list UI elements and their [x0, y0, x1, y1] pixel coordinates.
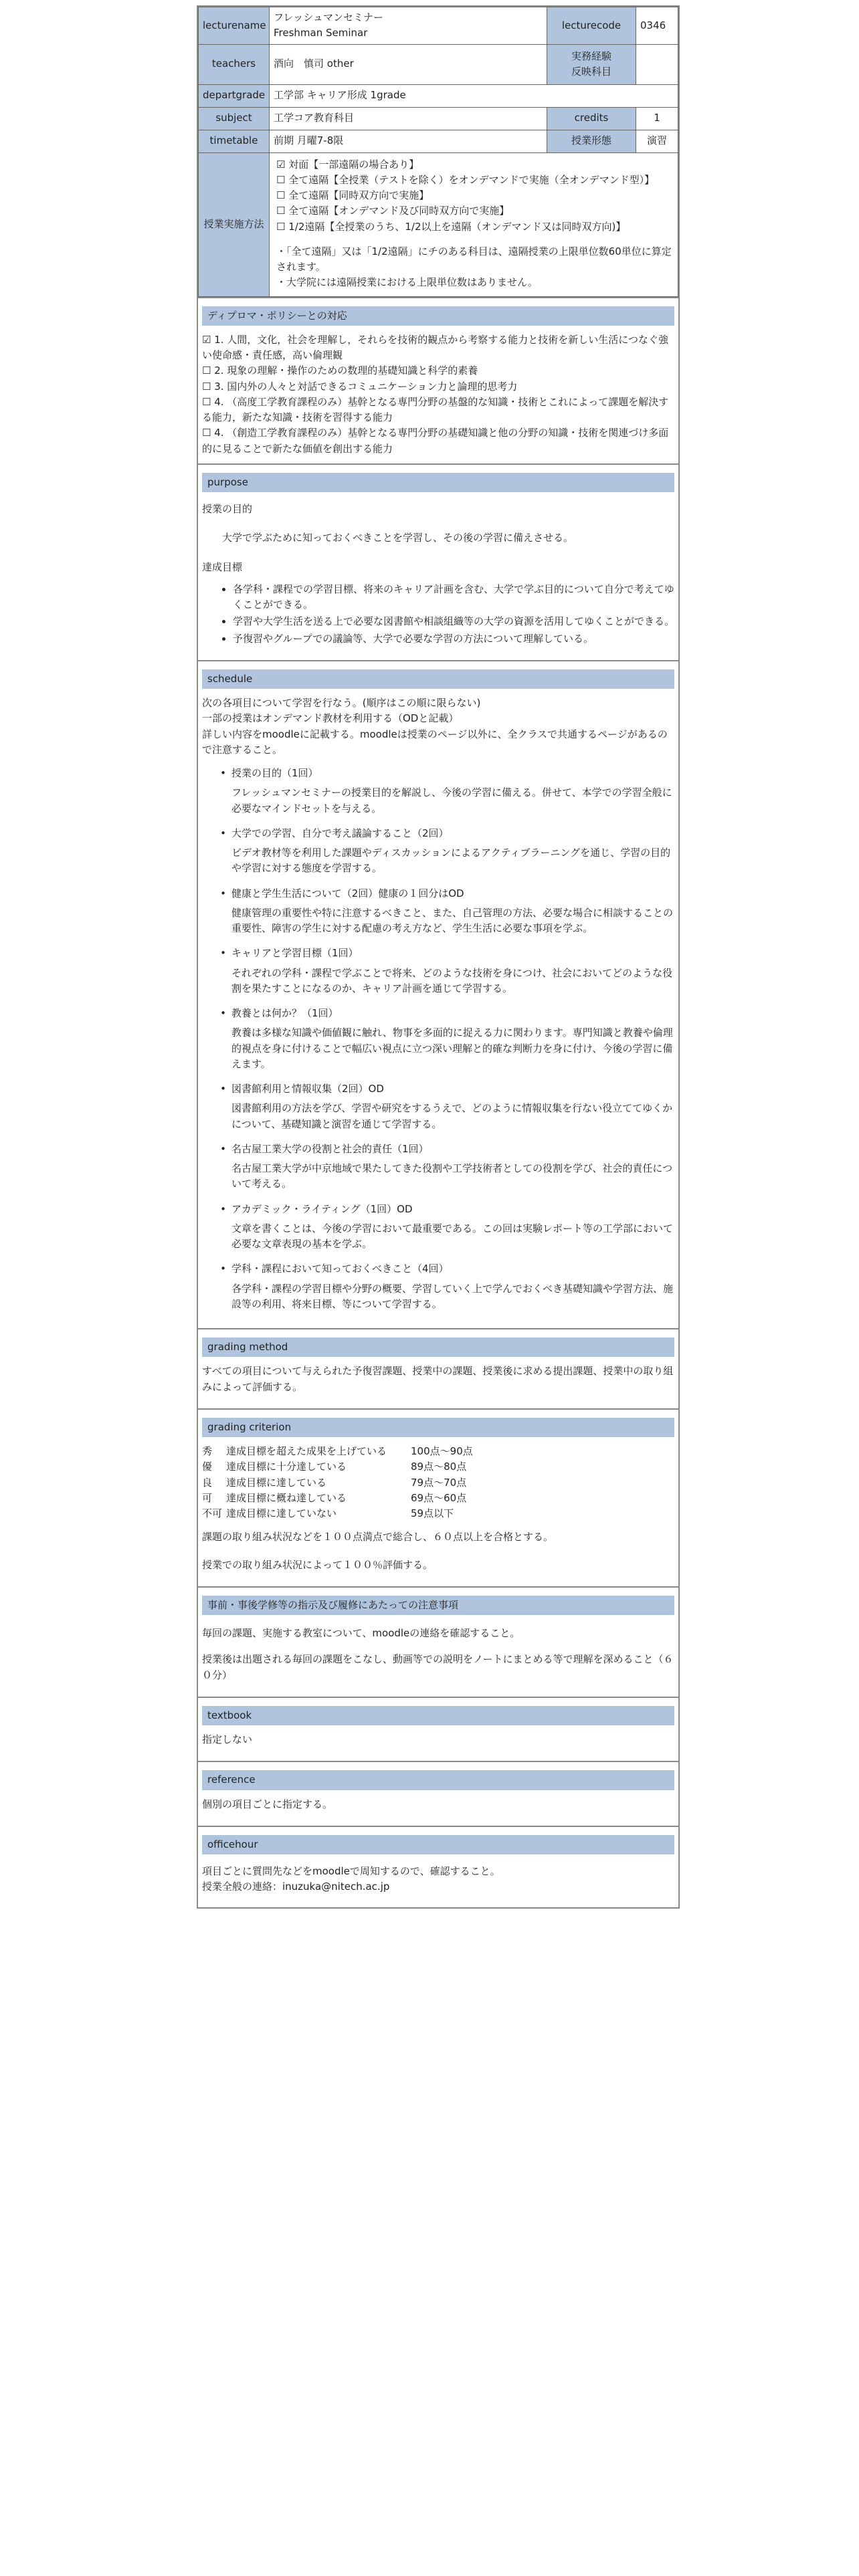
grading-criterion-table	[202, 1444, 477, 1521]
timetable-label: timetable	[199, 130, 270, 152]
diploma-item: ☐ 4. （高度工学教育課程のみ）基幹となる専門分野の基盤的な知識・技術とこれによって課題を解決する能力，新たな知識・技術を習得する能力	[202, 395, 669, 423]
method-item: ☐ 全て遠隔【オンデマンド及び同時双方向で実施】	[276, 205, 510, 217]
diploma-heading: ディプロマ・ポリシーとの対応	[202, 306, 674, 326]
officehour-section	[198, 1826, 678, 1907]
method-item: ☐ 全て遠隔【同時双方向で実施】	[276, 189, 430, 201]
reference-heading: reference	[202, 1770, 674, 1790]
diploma-item: ☐ 3. 国内外の人々と対話できるコミュニケーション力と論理的思考力	[202, 380, 518, 393]
schedule-item-title: 大学での学習、自分で考え議論すること（2回）	[231, 827, 449, 839]
bullet-icon: •	[220, 827, 226, 839]
diploma-item: ☐ 4. （創造工学教育課程のみ）基幹となる専門分野の基礎知識と他の分野の知識・技術を関連づけ多面的に見ることで新たな価値を創出する能力	[202, 427, 669, 455]
schedule-item-title: キャリアと学習目標（1回）	[231, 947, 359, 960]
schedule-item-desc: 教養は多様な知識や価値観に触れ、物事を多面的に捉える力に関わります。専門知識と教養や倫理的視点を身に付けることで幅広い視点に立つ深い理解と的確な判断力を身に付け、今後の学習に備えます。	[231, 1027, 673, 1070]
method-item: ☐ 1/2遠隔【全授業のうち、1/2以上を遠隔（オンデマンド又は同時双方向)】	[276, 220, 626, 233]
method-note: ・大学院には遠隔授業における上限単位数はありません。	[276, 276, 538, 289]
criterion-row	[202, 1475, 477, 1491]
diploma-item: ☑ 1. 人間，文化，社会を理解し，それらを技術的観点から考察する能力と技術を新しい生活につなぐ強い使命感・責任感，高い倫理観	[202, 333, 668, 361]
schedule-item	[202, 1006, 674, 1021]
schedule-item-desc: 各学科・課程の学習目標や分野の概要、学習していく上で学んでおくべき基礎知識や学習方法、施設等の利用、将来目標、等について学習する。	[231, 1282, 674, 1310]
purpose-heading: purpose	[202, 473, 674, 492]
criterion-grade: 秀	[202, 1445, 213, 1457]
credits-label: credits	[547, 107, 636, 130]
criterion-desc: 達成目標に概ね達している	[226, 1491, 347, 1504]
criterion-range: 79点〜70点	[411, 1476, 467, 1489]
criterion-desc: 達成目標を超えた成果を上げている	[226, 1445, 387, 1457]
diploma-section	[198, 297, 678, 463]
purpose-text: 大学で学ぶために知っておくべきことを学習し、その後の学習に備えさせる。	[222, 532, 574, 544]
grading-method-heading: grading method	[202, 1337, 674, 1357]
criterion-text: 課題の取り組み状況などを１００点満点で総合し、６０点以上を合格とする。	[202, 1531, 554, 1543]
bullet-icon: •	[220, 947, 226, 960]
criterion-text: 授業での取り組み状況によって１００％評価する。	[202, 1558, 434, 1571]
form-label: 授業形態	[547, 130, 636, 152]
schedule-item	[202, 886, 674, 901]
criterion-row	[202, 1444, 477, 1459]
grading-criterion-heading: grading criterion	[202, 1418, 674, 1437]
criterion-range: 59点以下	[411, 1507, 454, 1519]
schedule-item-desc: 健康管理の重要性や特に注意するべきこと、また、自己管理の方法、必要な場合に相談することの重要性、障害の学生に対する配慮の考え方など、学生生活に必要な事項を学ぶ。	[231, 906, 674, 934]
schedule-item	[202, 1261, 674, 1277]
method-note: ・「全て遠隔」又は「1/2遠隔」にチのある科目は、遠隔授業の上限単位数60単位に算定されます。	[276, 245, 672, 273]
schedule-intro: 次の各項目について学習を行なう。(順序はこの順に限らない)	[202, 697, 481, 709]
criterion-range: 69点〜60点	[411, 1491, 467, 1504]
criterion-grade: 優	[202, 1461, 213, 1473]
timetable-value: 前期 月曜7-8限	[270, 130, 547, 152]
lecturename-label: lecturename	[199, 7, 270, 45]
reference-section	[198, 1761, 678, 1826]
experience-label-line1: 実務経験	[571, 49, 611, 62]
criterion-range: 100点〜90点	[411, 1445, 473, 1457]
textbook-text: 指定しない	[202, 1733, 253, 1745]
lecturecode-label: lecturecode	[547, 7, 636, 45]
schedule-item-title: 健康と学生生活について（2回）健康の１回分はOD	[231, 887, 464, 899]
lecturename-en: Freshman Seminar	[274, 27, 368, 39]
schedule-item	[202, 1202, 674, 1217]
course-info-table	[198, 7, 678, 297]
method-item: ☑ 対面【一部遠隔の場合あり】	[276, 158, 419, 171]
lecturename-value	[270, 7, 547, 45]
schedule-item	[202, 1081, 674, 1097]
criterion-row	[202, 1506, 477, 1521]
schedule-item	[202, 766, 674, 781]
bullet-icon: •	[220, 1142, 226, 1155]
schedule-item-desc: 図書館利用の方法を学び、学習や研究をするうえで、どのように情報収集を行ない役立ててゆくかについて、基礎知識と演習を通じて学習する。	[231, 1102, 673, 1130]
schedule-item-desc: それぞれの学科・課程で学ぶことで将来、どのような技術を身につけ、社会においてどのような役割を果たすことになるのか、キャリア計画を通じて学習する。	[231, 966, 673, 994]
schedule-section	[198, 660, 678, 1328]
departgrade-value: 工学部 キャリア形成 1grade	[270, 84, 678, 107]
departgrade-label: departgrade	[199, 84, 270, 107]
notes-heading: 事前・事後学修等の指示及び履修にあたっての注意事項	[202, 1596, 674, 1615]
grading-method-section	[198, 1328, 678, 1408]
criterion-desc: 達成目標に達していない	[226, 1507, 337, 1519]
bullet-icon: •	[220, 1007, 226, 1019]
schedule-item-title: 図書館利用と情報収集（2回）OD	[231, 1083, 384, 1095]
teachers-value: 酒向 慎司 other	[270, 44, 547, 84]
notes-section	[198, 1586, 678, 1697]
method-list	[276, 157, 672, 235]
grading-method-text: すべての項目について与えられた予復習課題、授業中の課題、授業後に求める提出課題、授業中の取り組みによって評価する。	[202, 1365, 674, 1393]
purpose-section	[198, 463, 678, 660]
bullet-icon: •	[220, 887, 226, 899]
schedule-item	[202, 826, 674, 841]
schedule-item-desc: ビデオ教材等を利用した課題やディスカッションによるアクティブラーニングを通じ、学習の目的や学習に対する態度を学習する。	[231, 847, 671, 875]
credits-value: 1	[636, 107, 678, 130]
bullet-icon: •	[220, 1083, 226, 1095]
criterion-row	[202, 1459, 477, 1475]
schedule-item-title: 教養とは何か？（1回）	[231, 1007, 339, 1019]
method-item: ☐ 全て遠隔【全授業（テストを除く）をオンデマンドで実施（全オンデマンド型）】	[276, 173, 655, 186]
goal-item: • 学習や大学生活を送る上で必要な図書館や相談組織等の大学の資源を活用してゆくことができる。	[233, 614, 674, 629]
schedule-item	[202, 946, 674, 961]
criterion-grade: 良	[202, 1476, 213, 1489]
schedule-item-desc: フレッシュマンセミナーの授業目的を解説し、今後の学習に備える。併せて、本学での学習全般に必要なマインドセットを与える。	[231, 786, 672, 815]
goals-list	[202, 582, 674, 647]
experience-value	[636, 44, 678, 84]
teachers-label: teachers	[199, 44, 270, 84]
schedule-item-title: 授業の目的（1回）	[231, 767, 318, 779]
schedule-item-desc: 文章を書くことは、今後の学習において最重要である。この回は実験レポート等の工学部において必要な文章表現の基本を学ぶ。	[231, 1222, 674, 1250]
goal-item: • 各学科・課程での学習目標、将来のキャリア計画を含む、大学で学ぶ目的について自分で考えてゆくことができる。	[233, 582, 674, 613]
bullet-icon: •	[220, 1202, 226, 1215]
form-value: 演習	[636, 130, 678, 152]
schedule-item-title: 学科・課程において知っておくべきこと（4回）	[231, 1263, 449, 1275]
schedule-intro: 一部の授業はオンデマンド教材を利用する（ODと記載）	[202, 712, 459, 725]
officehour-heading: officehour	[202, 1835, 674, 1854]
schedule-item-title: アカデミック・ライティング（1回）OD	[231, 1202, 413, 1215]
grading-criterion-section	[198, 1408, 678, 1586]
diploma-item: ☐ 2. 現象の理解・操作のための数理的基礎知識と科学的素養	[202, 364, 478, 377]
criterion-grade: 可	[202, 1491, 213, 1504]
bullet-icon: •	[220, 1263, 226, 1275]
bullet-icon: •	[220, 767, 226, 779]
officehour-contact: 授業全般の連絡：inuzuka@nitech.ac.jp	[202, 1881, 390, 1893]
method-label: 授業実施方法	[199, 152, 270, 296]
lecturecode-value: 0346	[636, 7, 678, 45]
purpose-subheading: 授業の目的	[202, 503, 253, 515]
syllabus-sheet	[197, 5, 680, 1909]
experience-label-line2: 反映科目	[571, 66, 611, 78]
textbook-section	[198, 1697, 678, 1761]
lecturename-jp: フレッシュマンセミナー	[274, 11, 383, 23]
method-value	[270, 152, 678, 296]
criterion-row	[202, 1491, 477, 1506]
goals-subheading: 達成目標	[202, 560, 243, 573]
schedule-heading: schedule	[202, 669, 674, 689]
schedule-item-title: 名古屋工業大学の役割と社会的責任（1回）	[231, 1142, 429, 1155]
experience-label	[547, 44, 636, 84]
criterion-range: 89点〜80点	[411, 1461, 467, 1473]
officehour-text: 項目ごとに質問先などをmoodleで周知するので、確認すること。	[202, 1865, 500, 1877]
notes-text: 毎回の課題、実施する教室について、moodleの連絡を確認すること。	[202, 1627, 520, 1639]
reference-text: 個別の項目ごとに指定する。	[202, 1798, 333, 1810]
criterion-desc: 達成目標に十分達している	[226, 1461, 347, 1473]
subject-value: 工学コア教育科目	[270, 107, 547, 130]
textbook-heading: textbook	[202, 1706, 674, 1725]
goal-item: • 予復習やグループでの議論等、大学で必要な学習の方法について理解している。	[233, 631, 674, 647]
schedule-intro: 詳しい内容をmoodleに記載する。moodleは授業のページ以外に、全クラスで共通するページがあるので注意すること。	[202, 728, 668, 756]
subject-label: subject	[199, 107, 270, 130]
criterion-desc: 達成目標に達している	[226, 1476, 327, 1489]
notes-text: 授業後は出題される毎回の課題をこなし、動画等での説明をノートにまとめる等で理解を深めること（６０分）	[202, 1653, 674, 1681]
criterion-grade: 不可	[202, 1507, 223, 1519]
schedule-item	[202, 1142, 674, 1157]
schedule-item-desc: 名古屋工業大学が中京地域で果たしてきた役割や工学技術者としての役割を学び、社会的責任について考える。	[231, 1162, 673, 1190]
